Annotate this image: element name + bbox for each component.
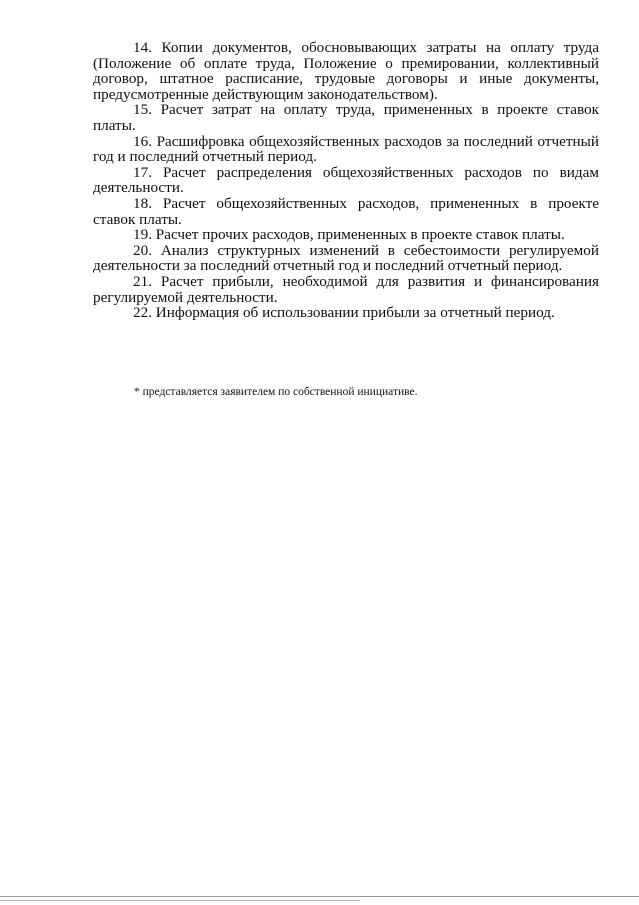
scan-edge-line — [0, 896, 639, 897]
list-item-17: 17. Расчет распределения общехозяйственных расходов по видам деятельности. — [93, 163, 599, 197]
list-item-15: 15. Расчет затрат на оплату труда, примененных в проекте ставок платы. — [93, 101, 599, 134]
footnote: * представляется заявителем по собственной инициативе. — [134, 386, 418, 398]
document-list — [93, 40, 599, 321]
list-item-14: 14. Копии документов, обосновывающих затраты на оплату труда (Положение об оплате труда, Положение о премировании, коллективный договор, штатное расписание, трудовые договоры и иные документы, предусмотренные действующим законодательством). — [93, 39, 599, 103]
list-item-20: 20. Анализ структурных изменений в себестоимости регулируемой деятельности за последний отчетный год и последний отчетный период. — [93, 241, 599, 275]
list-item-19: 19. Расчет прочих расходов, примененных в проекте ставок платы. — [133, 226, 565, 244]
list-item-21: 21. Расчет прибыли, необходимой для развития и финансирования регулируемой деятельности. — [93, 272, 599, 306]
scan-edge-line-secondary — [0, 900, 360, 901]
list-item-18: 18. Расчет общехозяйственных расходов, примененных в проекте ставок платы. — [93, 194, 599, 228]
list-item-22: 22. Информация об использовании прибыли за отчетный период. — [133, 304, 555, 322]
list-item-16: 16. Расшифровка общехозяйственных расходов за последний отчетный год и последний отчетный период. — [93, 132, 599, 166]
